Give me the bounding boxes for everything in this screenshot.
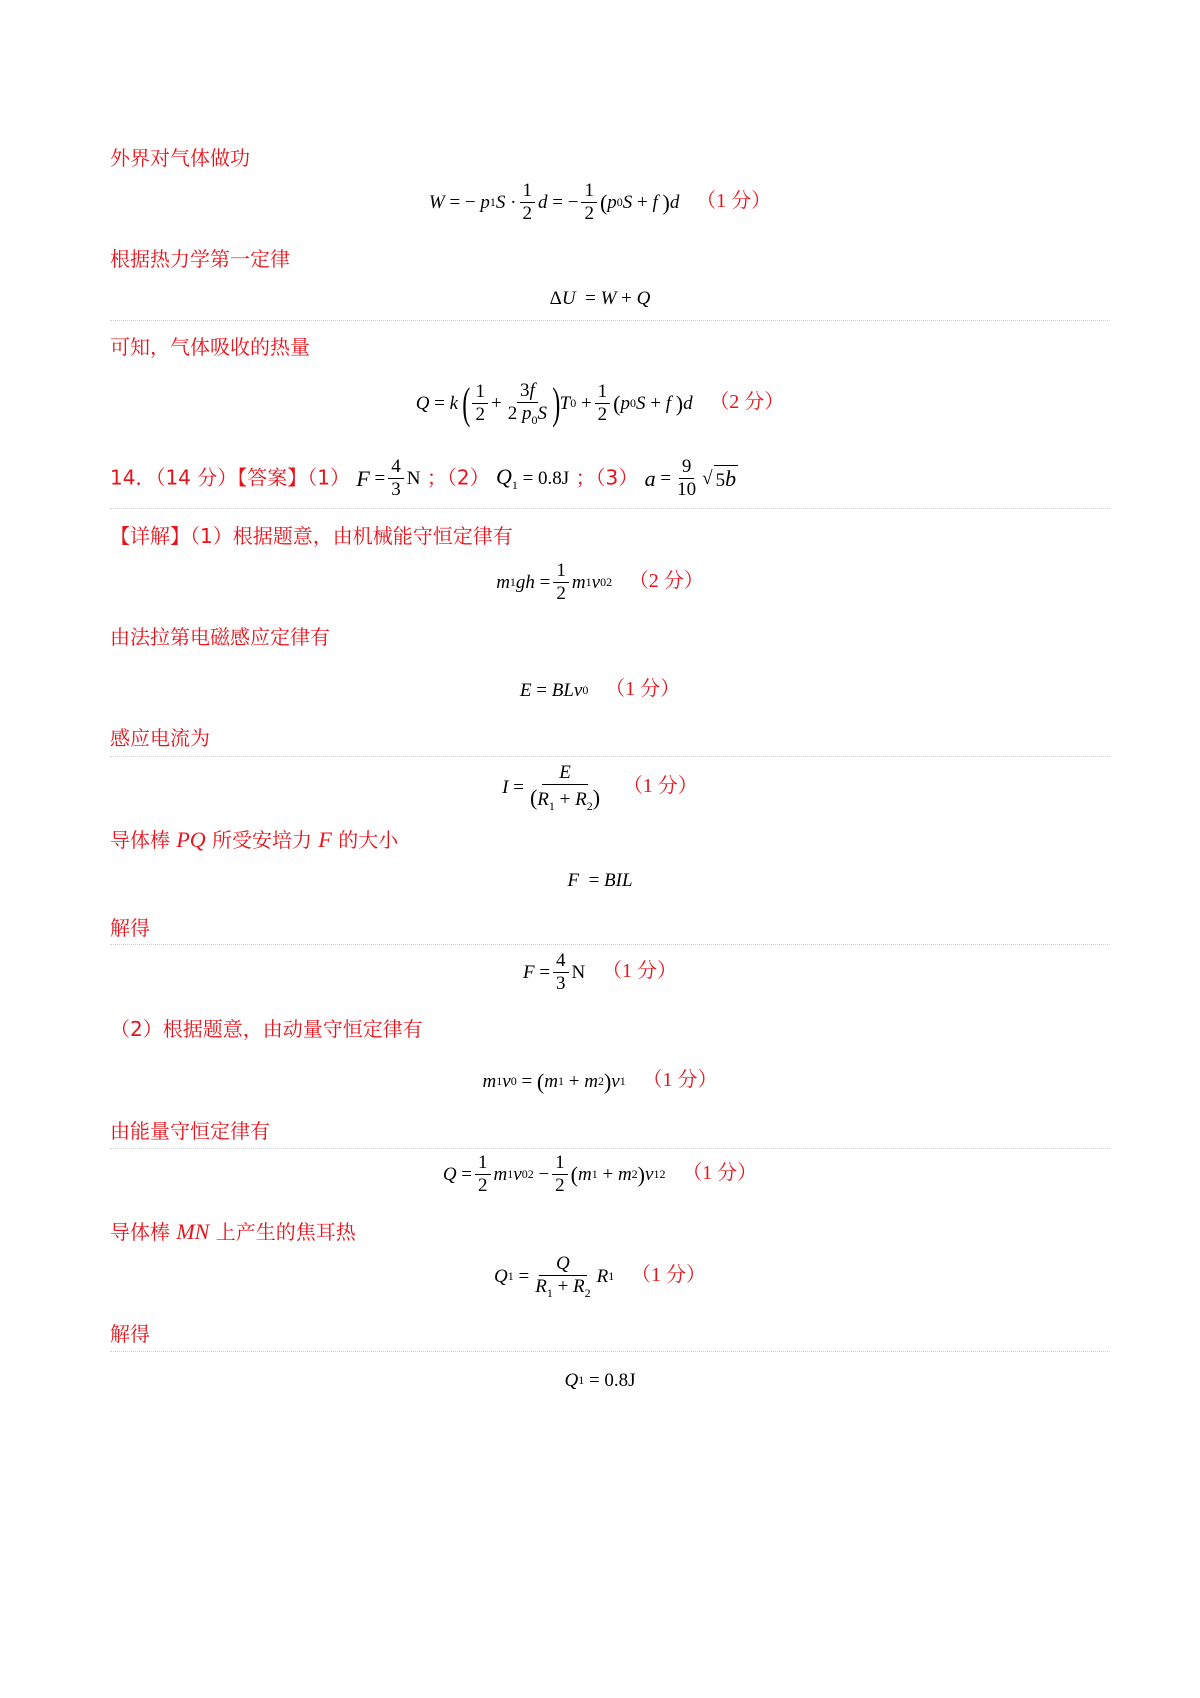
- answer-line: 14．（14 分）【答案】（1） F = $\frac{4}{3}$ N ；（2） $Q_1 = 0.8J$ ；（3） a = $\frac{9}{10}$ √ 5b: [110, 456, 737, 500]
- equation-current: I = $\frac{E}{(R_1 + R_2)}$ （1 分）: [502, 762, 698, 813]
- text-line-faraday: 由法拉第电磁感应定律有: [110, 625, 330, 649]
- text-line-solution: 【详解】（1）根据题意，由机械能守恒定律有: [110, 524, 513, 548]
- text-fragment: 上产生的焦耳热: [209, 1220, 356, 1244]
- text-line-first-law: 根据热力学第一定律: [110, 247, 290, 271]
- text-line-joule-heat: [110, 1216, 1200, 1245]
- score-label: （1 分）: [605, 678, 681, 700]
- equation-energy-conservation: m 1 gh = $\frac{1}{2}$ m 1 v 0 2 （2 分）: [496, 560, 704, 604]
- symbol-f: F: [318, 827, 332, 852]
- symbol-pq: PQ: [176, 827, 206, 852]
- text-line-solve-1: 解得: [110, 916, 150, 940]
- score-label: （2 分）: [628, 570, 704, 593]
- equation-momentum: m 1 v 0 = ( m 1 + m 2 ) v 1 （1 分）: [482, 1068, 718, 1094]
- score-label: （1 分）: [631, 1263, 706, 1286]
- equation-work: W = − p 1 S · $\frac{1}{2}$ d = − $\frac{1}{2}$ ( p 0 S + f ) d （1 分）: [428, 180, 772, 224]
- text-line-heat: 可知，气体吸收的热量: [110, 335, 310, 359]
- text-fragment: 的大小: [331, 828, 399, 852]
- equation-heat-energy: Q = $\frac{1}{2}$ m 1 v 0 2 − $\frac{1}{2}$ ( m 1 + m 2 ) v 1 2 （1 分）: [442, 1152, 758, 1196]
- score-label: （1 分）: [622, 774, 698, 797]
- divider: [110, 756, 1110, 757]
- equation-heat: Q = k ( $\frac{1}{2}$ + $\frac{3f}{2 p_0S}$ ) T 0 + $\frac{1}{2}$ ( p 0 S + f ) d （2 分）: [415, 378, 785, 428]
- divider: [110, 944, 1110, 945]
- score-label: （1 分）: [696, 190, 772, 213]
- divider: [110, 508, 1110, 509]
- score-label: （1 分）: [682, 1162, 758, 1185]
- equation-joule-heat: Q 1 = $\frac{Q}{R_1 + R_2}$ R 1 （1 分）: [494, 1253, 706, 1300]
- text-line-current: 感应电流为: [110, 726, 210, 750]
- text-line-momentum: （2）根据题意，由动量守恒定律有: [110, 1017, 423, 1041]
- text-fragment: 导体棒: [110, 1220, 177, 1244]
- score-label: （1 分）: [642, 1069, 718, 1091]
- equation-joule-heat-result: Q 1 = 0.8J: [564, 1369, 636, 1391]
- text-line-energy: 由能量守恒定律有: [110, 1119, 270, 1143]
- answer-separator: ；（3）: [575, 465, 639, 490]
- divider: [110, 1351, 1110, 1352]
- equation-emf: E = BLv 0 （1 分）: [519, 678, 681, 701]
- text-fragment: 导体棒: [110, 828, 177, 852]
- answer-separator: ；（2）: [426, 465, 490, 490]
- text-line-ampere-force: [110, 824, 1200, 853]
- divider: [110, 320, 1110, 321]
- answer-prefix: 14．（14 分）【答案】（1）: [110, 465, 350, 490]
- divider: [110, 1148, 1110, 1149]
- text-fragment: 所受安培力: [205, 828, 319, 852]
- score-label: （1 分）: [602, 960, 678, 983]
- text-line-work: 外界对气体做功: [110, 146, 250, 170]
- equation-first-law: Δ U = W + Q: [549, 287, 651, 309]
- symbol-mn: MN: [176, 1219, 210, 1244]
- score-label: （2 分）: [709, 390, 785, 413]
- equation-force: F = BIL: [567, 869, 633, 891]
- text-line-solve-2: 解得: [110, 1322, 150, 1346]
- equation-force-result: F = $\frac{4}{3}$ N （1 分）: [522, 950, 678, 994]
